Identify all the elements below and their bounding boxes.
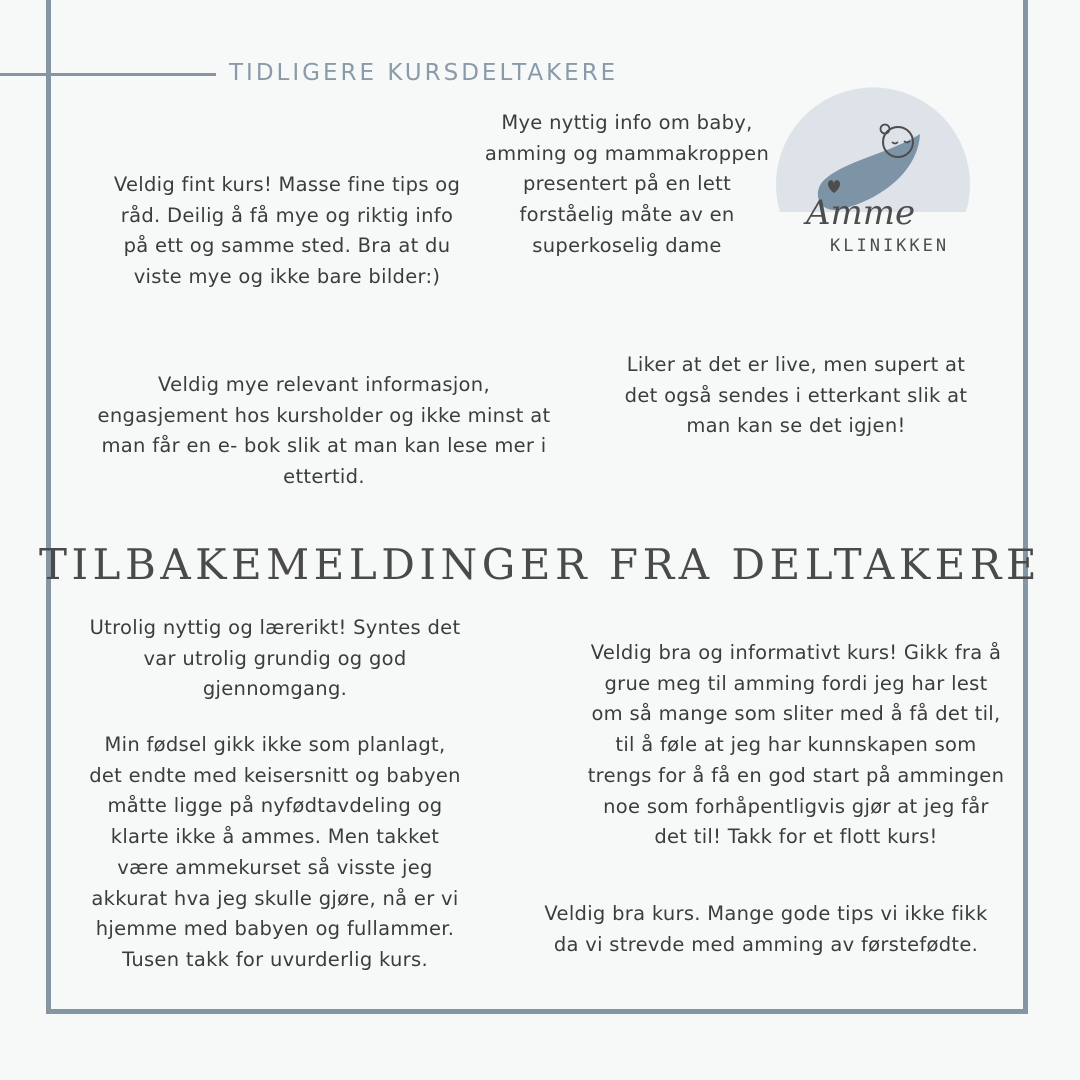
page-heading: TILBAKEMELDINGER FRA DELTAKERE	[38, 540, 1042, 589]
testimonial-4: Liker at det er live, men supert at det også sendes i etterkant slik at man kan se det igjen!	[624, 353, 968, 438]
logo-word: Amme	[806, 193, 916, 233]
logo-subword: KLINIKKEN	[830, 236, 950, 256]
testimonial-6: Min fødsel gikk ikke som planlagt, det endte med keisersnitt og babyen måtte ligge på nyfødtavdeling og klarte ikke å ammes. Men takket være ammekurset så visste jeg akkurat hva jeg skulle gjøre, nå er vi hjemme med babyen og fullammer. Tusen takk for uvurderlig kurs.	[89, 733, 461, 971]
testimonial-7: Veldig bra og informativt kurs! Gikk fra å grue meg til amming fordi jeg har lest om så mange som sliter med å få det til, til å føle at jeg har kunnskapen som trengs for å få en god start på ammingen noe som forhåpentligvis gjør at jeg får det til! Takk for et flott kurs!	[587, 641, 1005, 849]
testimonial-2: Mye nyttig info om baby, amming og mammakroppen presentert på en lett forståelig måte av en superkoselig dame	[484, 111, 770, 257]
testimonial-1: Veldig fint kurs! Masse fine tips og råd. Deilig å få mye og riktig info på ett og samme sted. Bra at du viste mye og ikke bare bilder:)	[113, 173, 461, 289]
testimonial-5: Utrolig nyttig og lærerikt! Syntes det var utrolig grundig og god gjennomgang.	[89, 616, 461, 701]
testimonial-3: Veldig mye relevant informasjon, engasjement hos kursholder og ikke minst at man får en e- bok slik at man kan lese mer i ettertid.	[97, 373, 551, 489]
header-rule	[0, 73, 216, 76]
section-subtitle: TIDLIGERE KURSDELTAKERE	[229, 60, 619, 86]
testimonial-8: Veldig bra kurs. Mange gode tips vi ikke fikk da vi strevde med amming av førstefødte.	[544, 902, 988, 956]
amme-klinikken-logo	[768, 62, 978, 262]
